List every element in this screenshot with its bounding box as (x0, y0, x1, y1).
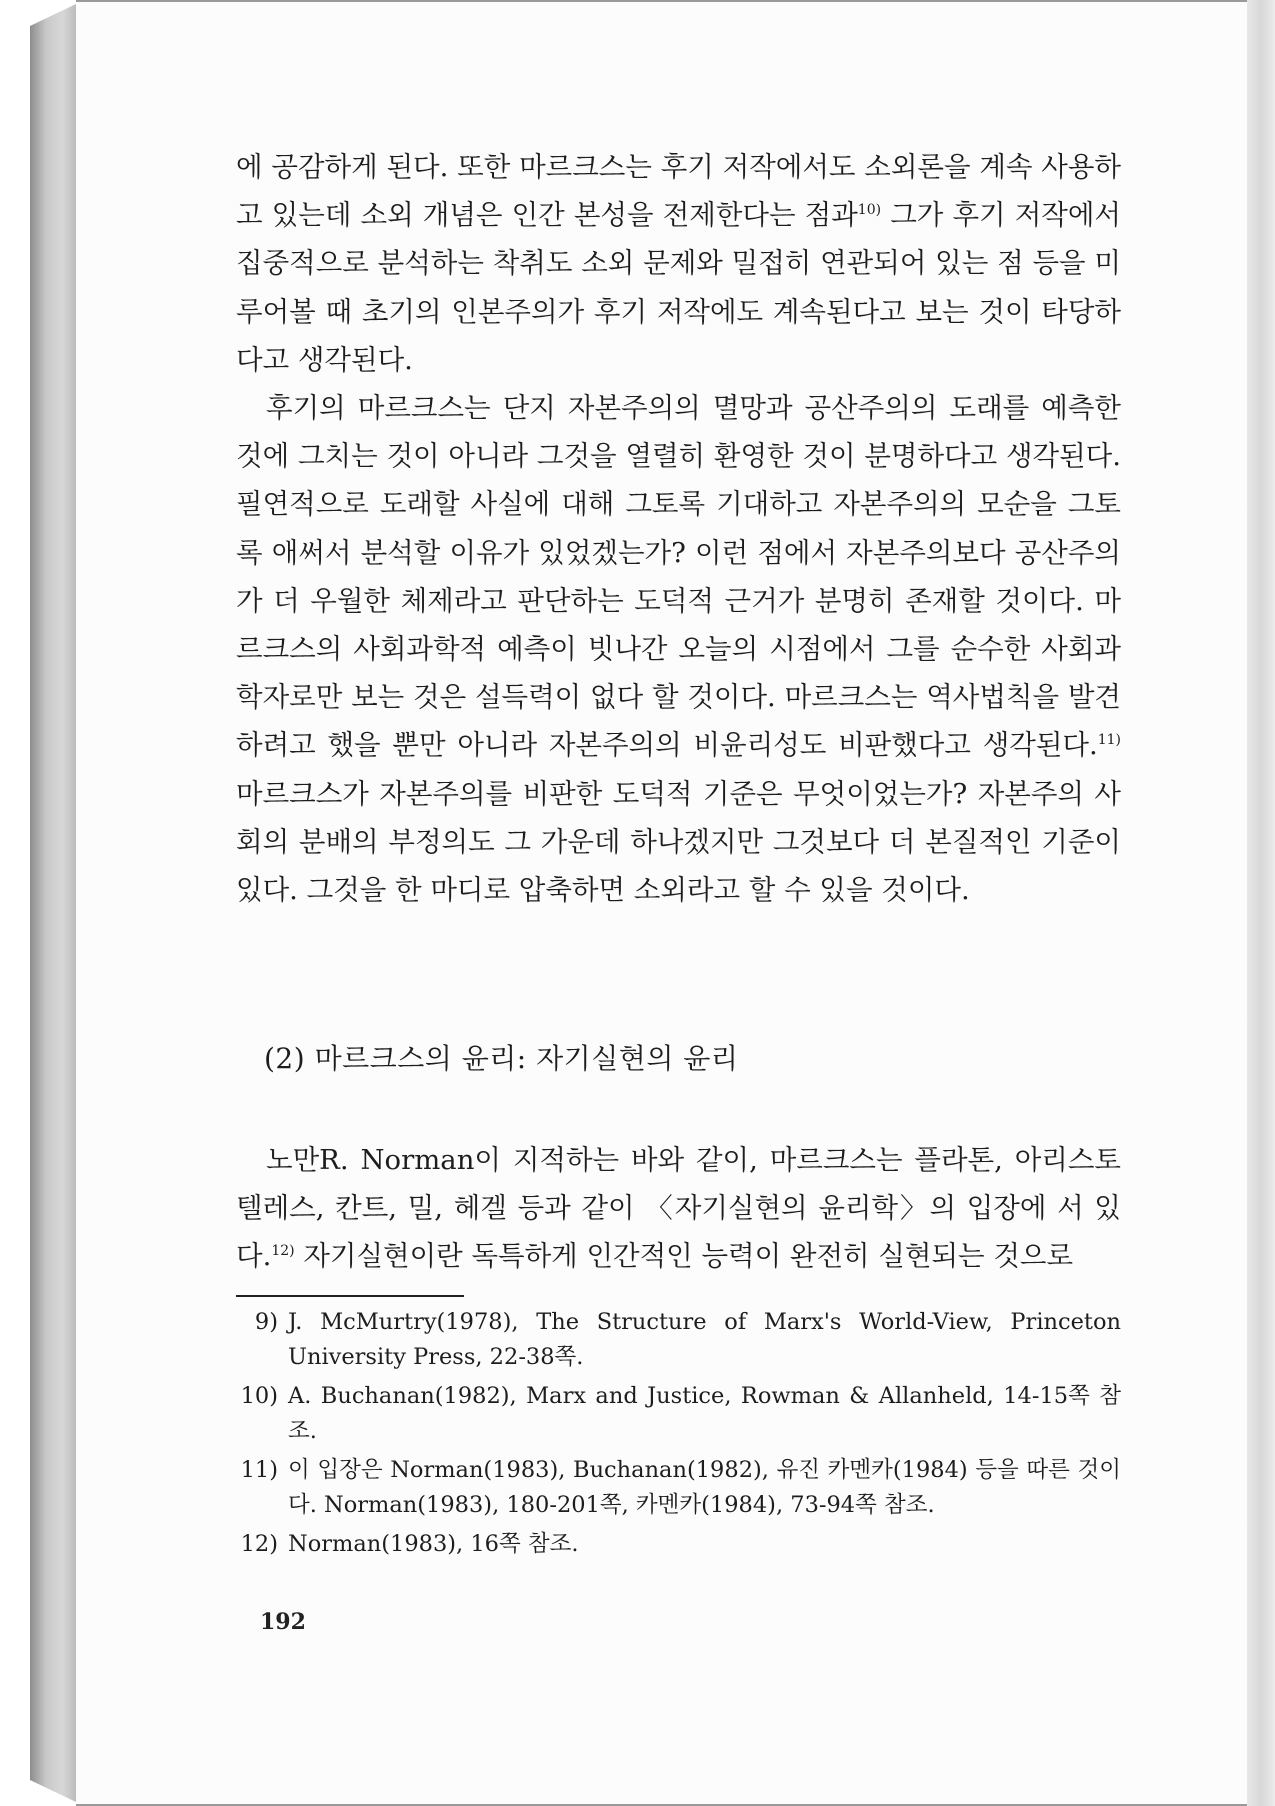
section-heading: (2) 마르크스의 윤리: 자기실현의 윤리 (264, 1042, 739, 1075)
paragraph-2 (236, 384, 1121, 914)
section-paragraph-continued: 자기실현이란 독특하게 인간적인 능력이 완전히 실현되는 것으로 (294, 1240, 1074, 1273)
footnote-text: J. McMurtry(1978), The Structure of Marx's World-View, Princeton University Press, 22-38쪽. (288, 1309, 1121, 1370)
book-page-edge (1247, 0, 1275, 1806)
paragraph-1-text: 에 공감하게 된다. 또한 마르크스는 후기 저작에서도 소외론을 계속 사용하고 있는데 소외 개념은 인간 본성을 전제한다는 점과 (236, 151, 1121, 232)
section-paragraph (236, 1136, 1121, 1281)
paragraph-2-text: 후기의 마르크스는 단지 자본주의의 멸망과 공산주의의 도래를 예측한 것에 그치는 것이 아니라 그것을 열렬히 환영한 것이 분명하다고 생각된다. 필연적으로 도래할 사실에 대해 그토록 기대하고 자본주의의 모순을 그토록 애써서 분석할 이유가 있었겠는가? 이런 점에서 자본주의보다 공산주의가 더 우월한 체제라고 판단하는 도덕적 근거가 분명히 존재할 것이다. 마르크스의 사회과학적 예측이 빗나간 오늘의 시점에서 그를 순수한 사회과학자로만 보는 것은 설득력이 없다 할 것이다. 마르크스는 역사법칙을 발견하려고 했을 뿐만 아니라 자본주의의 비윤리성도 비판했다고 생각된다. (236, 392, 1121, 762)
footnote-number: 9) (254, 1309, 278, 1335)
footnote-item (236, 1379, 1121, 1449)
footnote-divider (236, 1295, 464, 1297)
footnote-number: 11) (240, 1457, 278, 1483)
footnote-ref-11: 11) (1097, 732, 1121, 749)
footnote-text: Norman(1983), 16쪽 참조. (288, 1531, 579, 1557)
footnote-number: 10) (240, 1383, 278, 1409)
footnote-item (236, 1453, 1121, 1523)
footnote-item (236, 1527, 1121, 1562)
footnote-text: A. Buchanan(1982), Marx and Justice, Rowman & Allanheld, 14-15쪽 참조. (288, 1383, 1121, 1444)
footnotes (236, 1305, 1121, 1566)
body-text (236, 143, 1121, 914)
footnote-ref-10: 10) (857, 202, 882, 219)
footnote-number: 12) (240, 1531, 278, 1557)
book-spine-edge (30, 4, 76, 1802)
paragraph-1-continued: 그가 후기 저작에서 집중적으로 분석하는 착취도 소외 문제와 밀접히 연관되어 있는 점 등을 미루어볼 때 초기의 인본주의가 후기 저작에도 계속된다고 보는 것이 타당하다고 생각된다. (236, 199, 1121, 376)
paragraph-1 (236, 143, 1121, 384)
section-body (236, 1136, 1121, 1281)
footnote-ref-12: 12) (271, 1243, 295, 1260)
footnote-item (236, 1305, 1121, 1375)
paragraph-2-continued: 마르크스가 자본주의를 비판한 도덕적 기준은 무엇이었는가? 자본주의 사회의 분배의 부정의도 그 가운데 하나겠지만 그것보다 더 본질적인 기준이 있다. 그것을 한 마디로 압축하면 소외라고 할 수 있을 것이다. (236, 777, 1121, 907)
section-paragraph-text: 노만R. Norman이 지적하는 바와 같이, 마르크스는 플라톤, 아리스토텔레스, 칸트, 밀, 헤겔 등과 같이 〈자기실현의 윤리학〉의 입장에 서 있다. (236, 1144, 1121, 1273)
footnote-text: 이 입장은 Norman(1983), Buchanan(1982), 유진 카멘카(1984) 등을 따른 것이다. Norman(1983), 180-201쪽, 카멘카(1984), 73-94쪽 참조. (288, 1457, 1121, 1518)
page-number: 192 (260, 1609, 306, 1635)
